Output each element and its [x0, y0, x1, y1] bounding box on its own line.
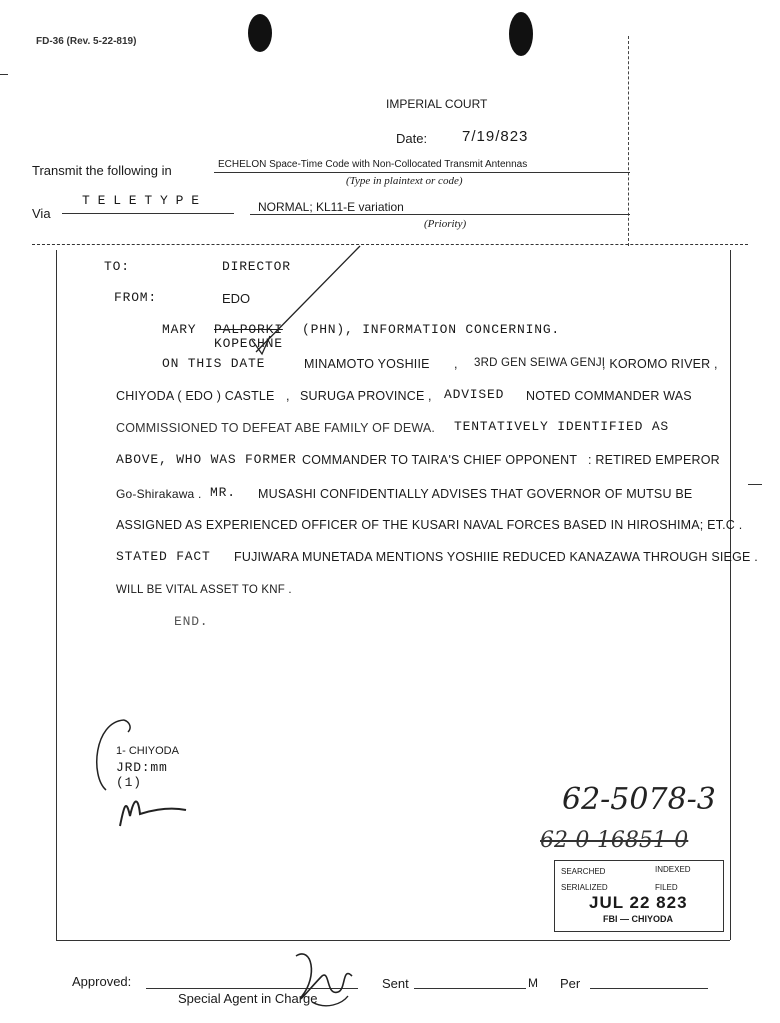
line4-tentatively: TENTATIVELY IDENTIFIED AS [454, 419, 670, 434]
stamp-date: JUL 22 823 [589, 893, 688, 912]
line9-asset: WILL BE VITAL ASSET TO KNF . [116, 584, 292, 596]
via-value: NORMAL; KL11-E variation [258, 200, 404, 214]
to-value: DIRECTOR [222, 259, 291, 274]
line2-place: , KOROMO RIVER , [602, 357, 718, 371]
line2-comma: , [454, 357, 458, 371]
date-label: Date: [396, 131, 428, 146]
date-value: 7/19/823 [462, 128, 529, 145]
line3-province: SURUGA PROVINCE [300, 389, 425, 403]
agent-label: Special Agent in Charge [178, 991, 318, 1006]
line3-castle: CHIYODA ( EDO ) CASTLE [116, 389, 275, 403]
per-line [590, 988, 708, 989]
initials-note: JRD:mm [116, 760, 168, 775]
line3-comma1: , [286, 389, 290, 403]
per-label: Per [560, 976, 581, 991]
line6-mr: MR. [210, 485, 236, 500]
line8-stated-fact: STATED FACT [116, 549, 211, 564]
from-label: FROM: [114, 290, 158, 305]
sent-label: Sent [382, 976, 409, 991]
via-hint: (Priority) [424, 218, 467, 230]
end-marker: END. [174, 614, 209, 629]
line2-gen: 3RD GEN SEIWA GENJI [474, 357, 606, 369]
header-separator [32, 244, 748, 245]
from-value: EDO [222, 291, 251, 306]
line2-name: MINAMOTO YOSHIIE [304, 357, 430, 371]
transmit-label: Transmit the following in [32, 163, 172, 178]
approved-label: Approved: [72, 974, 132, 989]
stamp-office: FBI — CHIYODA [603, 914, 674, 924]
via-underline-left [62, 213, 234, 214]
via-underline-right [250, 214, 630, 215]
line3-comma2: , [428, 389, 432, 403]
line4-commissioned: COMMISSIONED TO DEFEAT ABE FAMILY OF DEWA. [116, 421, 436, 435]
struck-file-number: 62-0-16851-0 [540, 828, 689, 853]
file-number: 62-5078-3 [562, 782, 716, 817]
body-bottom-border [56, 940, 730, 941]
to-label: TO: [104, 259, 130, 274]
left-edge-tick [0, 74, 8, 75]
via-label: Via [32, 206, 51, 221]
transmit-value: ECHELON Space-Time Code with Non-Collocated Transmit Antennas [218, 159, 528, 170]
received-stamp [554, 860, 724, 932]
form-number: FD-36 (Rev. 5-22-819) [36, 36, 137, 47]
line3-noted: NOTED COMMANDER WAS [526, 389, 692, 403]
check-mark-icon [248, 240, 368, 360]
via-method: T E L E T Y P E [82, 193, 200, 208]
court-name: IMPERIAL COURT [386, 97, 488, 111]
stamp-serialized: SERIALIZED [561, 883, 608, 892]
body-left-border [56, 250, 57, 940]
line5-emperor: : RETIRED EMPEROR [588, 453, 720, 467]
body-right-border [730, 250, 731, 940]
count-note: (1) [116, 775, 142, 790]
line3-advised: ADVISED [444, 387, 505, 402]
line1-correction: KOPECHNE [214, 336, 283, 351]
punch-hole-left [248, 14, 272, 52]
stamp-searched: SEARCHED [561, 867, 606, 876]
sent-line [414, 988, 526, 989]
punch-hole-right [509, 12, 533, 56]
line1-struck-name: PALPORKI [214, 322, 283, 337]
copies-note: 1- CHIYODA [116, 745, 179, 757]
line2-on-this-date: ON THIS DATE [162, 356, 266, 371]
line5-above: ABOVE, WHO WAS FORMER [116, 452, 297, 467]
transmit-hint: (Type in plaintext or code) [346, 175, 463, 187]
line5-commander: COMMANDER TO TAIRA'S CHIEF OPPONENT [302, 453, 578, 467]
line1-mary: MARY [162, 322, 197, 337]
line6-emperor-name: Go-Shirakawa . [116, 487, 202, 501]
line8-mentions: FUJIWARA MUNETADA MENTIONS YOSHIIE REDUCED KANAZAWA THROUGH SIEGE . [234, 550, 758, 564]
stamp-indexed: INDEXED [655, 865, 691, 874]
stamp-filed: FILED [655, 883, 678, 892]
line7-assigned: ASSIGNED AS EXPERIENCED OFFICER OF THE KUSARI NAVAL FORCES BASED IN HIROSHIMA; ET.C . [116, 518, 743, 532]
transmit-underline [214, 172, 630, 173]
right-edge-tick [748, 484, 762, 485]
initials-signature [116, 786, 196, 832]
line6-musashi: MUSASHI CONFIDENTIALLY ADVISES THAT GOVERNOR OF MUTSU BE [258, 487, 693, 501]
line1-rest: (PHN), INFORMATION CONCERNING. [302, 322, 561, 337]
approval-signature [282, 946, 362, 1016]
m-label: M [528, 976, 538, 990]
